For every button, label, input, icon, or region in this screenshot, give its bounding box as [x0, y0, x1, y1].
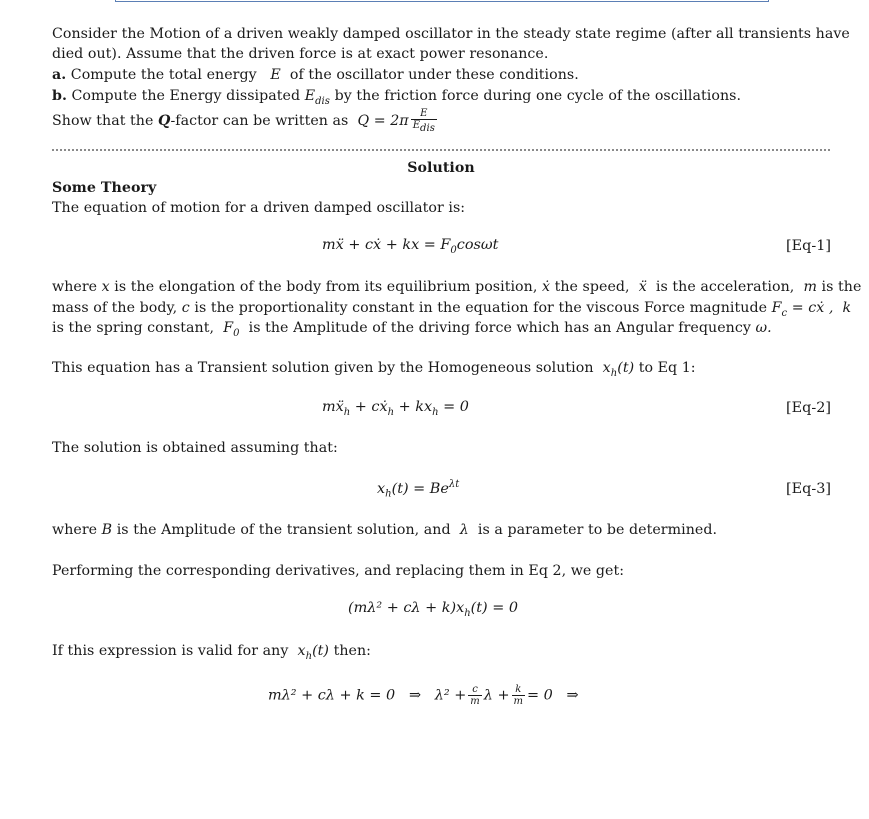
part-b-text: Compute the Energy dissipated: [71, 88, 301, 104]
performing-line: Performing the corresponding derivatives, and replacing them in Eq 2, we get:: [52, 563, 625, 579]
eq-3-label: [Eq-3]: [786, 481, 831, 497]
equation-5: mλ² + cλ + k = 0 ⇒ λ² + $\frac{c}{m}$ λ + $\frac{k}{m}$ = 0 ⇒: [268, 684, 579, 707]
eq-1-label: [Eq-1]: [786, 238, 831, 254]
where-line-3: is the spring constant, $F_0$ is the Amplitude of the driving force which has an Angular frequency ω.: [52, 320, 772, 339]
where-line-4: where B is the Amplitude of the transient solution, and λ is a parameter to be determined.: [52, 522, 718, 538]
part-a-var: E: [270, 67, 281, 83]
header-frame: [115, 0, 769, 2]
part-b-tail: by the friction force during one cycle of the oscillations.: [334, 88, 742, 104]
show-pre: Show that the: [52, 113, 154, 129]
part-a-tail: of the oscillator under these conditions.: [289, 67, 579, 83]
valid-line: If this expression is valid for any $x_h(t)$ then:: [52, 643, 371, 662]
transient-line: This equation has a Transient solution given by the Homogeneous solution $x_h(t)$ to Eq 1:: [52, 360, 696, 379]
problem-line-1: Consider the Motion of a driven weakly damped oscillator in the steady state regime (after all transients have: [52, 26, 850, 42]
part-b-label: b.: [52, 88, 67, 104]
q-formula: Q = 2π $\frac{E}{E_{dis}}$: [357, 108, 435, 134]
divider-dots: [52, 143, 830, 151]
problem-line-2: died out). Assume that the driven force is at exact power resonance.: [52, 46, 549, 62]
equation-2: mẍ$_h$ + cẋ$_h$ + $kx_h = 0$: [322, 399, 469, 418]
where-line-2: mass of the body, c is the proportionality constant in the equation for the viscous Force magnitude $F_c$ = cẋ , k: [52, 300, 852, 319]
show-q: Q: [158, 113, 171, 129]
theory-intro: The equation of motion for a driven damped oscillator is:: [52, 200, 466, 216]
theory-heading: Some Theory: [52, 180, 157, 196]
part-b-var: $E_{dis}$: [304, 88, 330, 107]
where-line-1: where x is the elongation of the body from its equilibrium position, ẋ the speed, ẍ is the acceleration, m is the: [52, 279, 862, 295]
part-a: [52, 65, 579, 85]
part-a-label: a.: [52, 67, 67, 83]
arrow-2: ⇒: [566, 687, 579, 704]
show-mid: -factor can be written as: [170, 113, 349, 129]
part-a-text: Compute the total energy: [70, 67, 257, 83]
equation-1: mẍ + cẋ + kx = $F_0\cos\omega t$: [322, 237, 499, 256]
solution-heading: Solution: [407, 160, 475, 176]
show-line: [52, 108, 439, 134]
assume-line: The solution is obtained assuming that:: [52, 440, 338, 456]
equation-3: $x_h(t) = Be^{\lambda t}$: [377, 479, 460, 500]
equation-4: $(m\lambda^2 + c\lambda + k)x_h(t) = 0$: [348, 600, 519, 619]
eq-2-label: [Eq-2]: [786, 400, 831, 416]
